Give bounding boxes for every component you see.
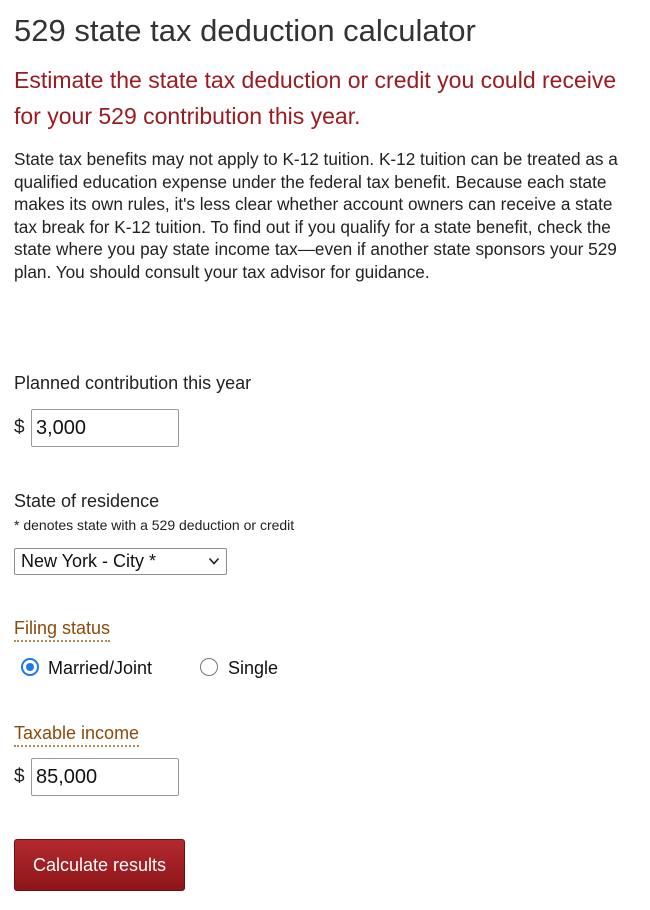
income-currency-symbol: $	[14, 766, 25, 787]
contribution-label: Planned contribution this year	[14, 373, 252, 393]
intro-paragraph: State tax benefits may not apply to K-12 tuition. K-12 tuition can be treated as a qualified education expense under the federal tax benefit. Because each state makes its own rules, it's less clear whether account owners can receive a state tax break for K-12 tuition. To find out if you qualify for a state benefit, check the state where you pay state income tax—even if another state sponsors your 529 plan. You should consult your tax advisor for guidance.	[14, 149, 618, 282]
residence-note: * denotes state with a 529 deduction or credit	[14, 517, 295, 533]
page-title: 529 state tax deduction calculator	[14, 13, 476, 48]
taxable-income-input[interactable]	[31, 758, 179, 796]
single-radio[interactable]	[200, 658, 218, 676]
state-select[interactable]	[14, 548, 227, 575]
page-subtitle: Estimate the state tax deduction or credit you could receive for your 529 contribution this year.	[14, 67, 617, 129]
contribution-currency-symbol: $	[14, 417, 25, 438]
contribution-input[interactable]	[31, 409, 179, 447]
residence-label: State of residence	[14, 491, 160, 511]
married-joint-label[interactable]: Married/Joint	[48, 658, 153, 678]
chevron-down-icon	[208, 556, 220, 566]
filing-status-label[interactable]: Filing status	[14, 617, 110, 642]
single-label[interactable]: Single	[228, 658, 279, 678]
taxable-income-label[interactable]: Taxable income	[14, 722, 139, 747]
state-select-value: New York - City *	[21, 551, 157, 571]
married-joint-radio[interactable]	[21, 658, 39, 676]
calculate-results-button[interactable]: Calculate results	[14, 839, 185, 891]
